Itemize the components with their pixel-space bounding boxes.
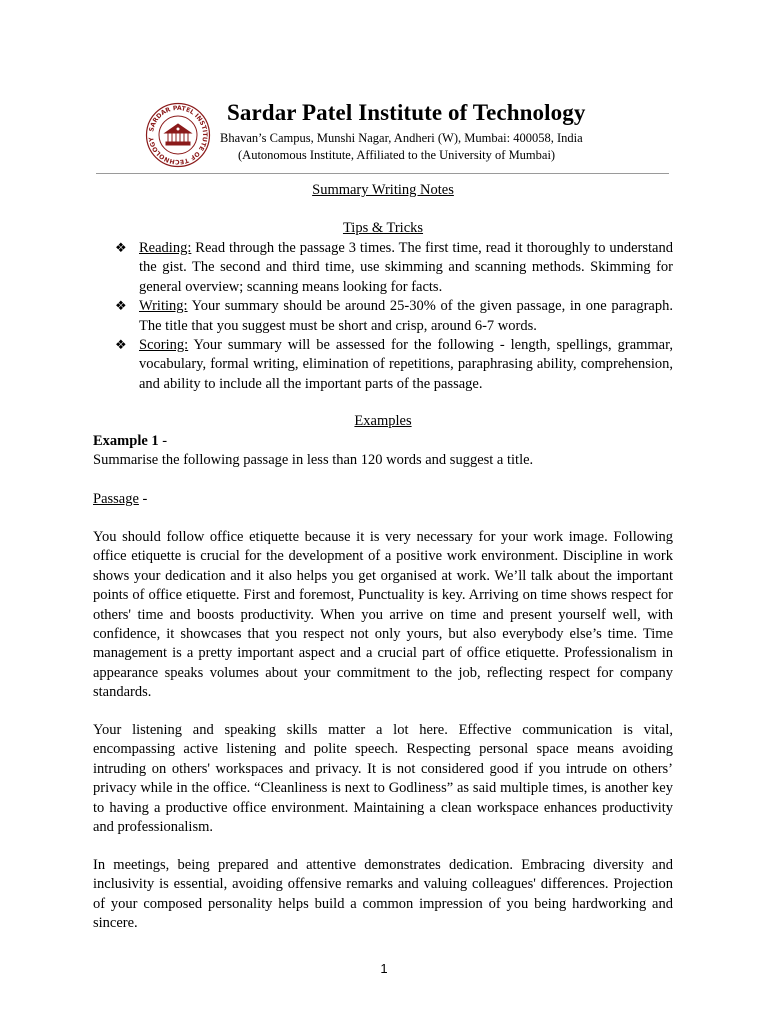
passage-label	[93, 490, 673, 509]
institute-address: Bhavan’s Campus, Munshi Nagar, Andheri (W), Mumbai: 400058, India	[220, 131, 583, 145]
diamond-bullet-icon: ❖	[115, 299, 127, 315]
page-number: 1	[380, 961, 388, 976]
tip-label: Reading:	[139, 240, 192, 256]
seal-ring-text: SARDAR PATEL INSTITUTE OF TECHNOLOGY	[148, 104, 209, 166]
diamond-bullet-icon: ❖	[115, 241, 127, 256]
tip-text: Your summary will be assessed for the following - length, spellings, grammar, vocabulary, formal writing, elimination of repetitions, paraphrasing ability, comprehension, and ability to include all the important parts of the passage.	[139, 337, 673, 392]
diamond-bullet-icon: ❖	[115, 338, 127, 354]
college-seal-icon	[145, 102, 211, 168]
tip-text: Read through the passage 3 times. The first time, read it thoroughly to understand the gist. The second and third time, use skimming and scanning methods. Skimming for general overview; scanning means looking for facts.	[139, 240, 673, 295]
tip-label: Scoring:	[139, 337, 189, 354]
passage-paragraph: In meetings, being prepared and attentive demonstrates dedication. Embracing diversity and inclusivity is essential, avoiding offensive remarks and valuing colleagues' differences. Projection of your composed personality helps build a common impression of you being hardworking and sincere.	[93, 857, 673, 932]
passage-paragraph: Your listening and speaking skills matter a lot here. Effective communication is vital, encompassing active listening and polite speech. Respecting personal space means avoiding intruding on others' workspaces and privacy. It is not considered good if you intrude on others’ privacy while in the office. “Cleanliness is next to Godliness” as said multiple times, is another key to having a productive office environment. Maintaining a clean workspace enhances productivity and professionalism.	[93, 722, 673, 836]
tip-reading	[113, 239, 673, 297]
example-dash: -	[158, 433, 168, 449]
passage-paragraph: You should follow office etiquette because it is very necessary for your work image. Following office etiquette is crucial for the development of a positive work environment. Discipline in work shows your dedication and it also helps you get organised at work. We’ll talk about the important points of office etiquette. First and foremost, Punctuality is key. Arriving on time shows respect for others' time and boosts productivity. When you arrive on time and present yourself well, with confidence, it showcases that you respect not only yours, but also everybody else’s time. Time management is a pretty important aspect and a crucial part of office etiquette. Professionalism in appearance speaks volumes about your commitment to the job, reflecting respect for company standards.	[93, 529, 673, 701]
tips-list	[113, 239, 673, 394]
letterhead	[145, 100, 615, 170]
example-number: Example 1	[93, 433, 159, 449]
example-label	[93, 432, 673, 451]
passage-label-text: Passage	[93, 491, 139, 507]
tip-text: Your summary should be around 25-30% of the given passage, in one paragraph. The title that you suggest must be short and crisp, around 6-7 words.	[139, 298, 673, 334]
tips-heading: Tips & Tricks	[342, 220, 424, 236]
examples-heading: Examples	[354, 413, 412, 429]
svg-text:SARDAR PATEL INSTITUTE OF TECH	[148, 105, 208, 165]
example-instruction: Summarise the following passage in less than 120 words and suggest a title.	[93, 452, 534, 468]
document-title: Summary Writing Notes	[312, 182, 454, 198]
passage-dash: -	[138, 491, 148, 507]
tip-label: Writing:	[139, 298, 188, 315]
institute-affiliation: (Autonomous Institute, Affiliated to the University of Mumbai)	[238, 148, 556, 162]
tip-scoring	[113, 336, 673, 394]
institute-name: Sardar Patel Institute of Technology	[227, 100, 586, 125]
header-divider	[96, 173, 669, 174]
tip-writing	[113, 297, 673, 336]
